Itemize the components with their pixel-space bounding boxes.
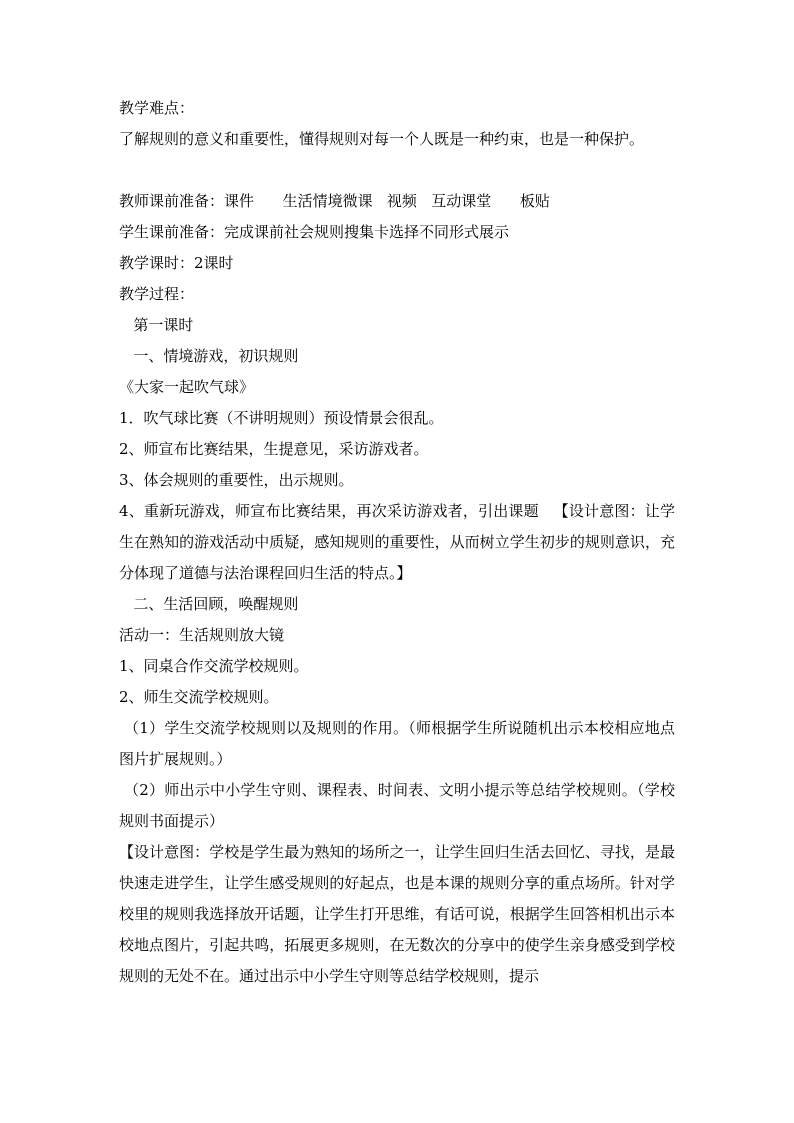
section-one-heading: 一、情境游戏，初识规则: [119, 347, 299, 365]
first-lesson-heading: 第一课时: [119, 316, 194, 334]
activity-step-2: 2、师生交流学校规则。: [119, 688, 279, 706]
design-intent-paragraph: 【设计意图：学校是学生最为熟知的场所之一，让学生回归生活去回忆、寻找，是最快速走进学生，让学生感受规则的好起点，也是本课的规则分享的重点场所。针对学校里的规则我选择放开话题，让学生打开思维，有话可说，根据学生回答相机出示本校地点图片，引起共鸣，拓展更多规则，在无数次的分享中的使学生亲身感受到学校规则的无处不在。通过出示中小学生守则等总结学校规则，提示: [119, 843, 675, 985]
step-4-with-design-intent: 4、重新玩游戏，师宣布比赛结果，再次采访游戏者，引出课题 【设计意图：让学生在熟知的游戏活动中质疑，感知规则的重要性，从而树立学生初步的规则意识，充分体现了道德与法治课程回归生活的特点。】: [119, 502, 675, 582]
blank-line: [119, 155, 675, 186]
teaching-process-heading: 教学过程：: [119, 285, 195, 303]
student-preparation: 学生课前准备：完成课前社会规则搜集卡选择不同形式展示: [119, 223, 510, 241]
teaching-difficulty-text: 了解规则的意义和重要性，懂得规则对每一个人既是一种约束，也是一种保护。: [119, 130, 645, 148]
step-1: 1．吹气球比赛（不讲明规则）预设情景会很乱。: [119, 409, 444, 427]
teaching-hours: 教学课时：2课时: [119, 254, 234, 272]
document-body: [119, 93, 675, 992]
sub-step-1: （1）学生交流学校规则以及规则的作用。（师根据学生所说随机出示本校相应地点图片扩展规则。）: [119, 719, 675, 768]
step-2: 2、师宣布比赛结果，生提意见，采访游戏者。: [119, 440, 429, 458]
game-title: 《大家一起吹气球》: [119, 378, 255, 396]
heading-teaching-difficulty: 教学难点：: [119, 99, 195, 117]
activity-one-heading: 活动一：生活规则放大镜: [119, 626, 285, 644]
section-two-heading: 二、生活回顾，唤醒规则: [119, 595, 299, 613]
step-3: 3、体会规则的重要性，出示规则。: [119, 471, 354, 489]
teacher-preparation: 教师课前准备：课件 生活情境微课 视频 互动课堂 板贴: [119, 192, 550, 210]
activity-step-1: 1、同桌合作交流学校规则。: [119, 657, 309, 675]
sub-step-2: （2）师出示中小学生守则、课程表、时间表、文明小提示等总结学校规则。（学校规则书面提示）: [119, 781, 675, 830]
